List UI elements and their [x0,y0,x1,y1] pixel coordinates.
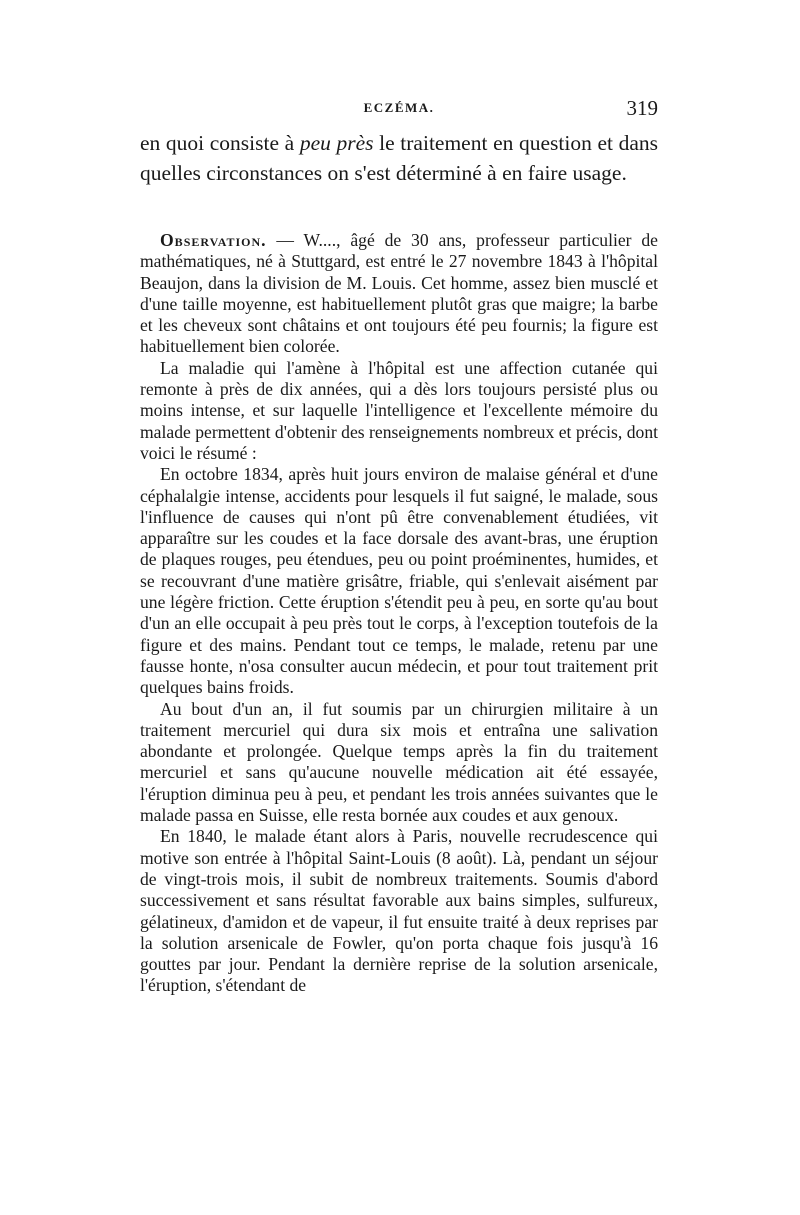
page-body [140,128,658,997]
observation-paragraph-3: En octobre 1834, après huit jours environ de malaise général et d'une céphalalgie intense, accidents pour lesquels il fut saigné, le malade, sous l'influence de causes qui n'ont pû être convenablement étudiées, vit apparaître sur les coudes et la face dorsale des avant-bras, une éruption de plaques rouges, peu étendues, peu ou point proéminentes, humides, et se recouvrant d'une matière grisâtre, friable, qui s'enlevait aisément par une légère friction. Cette éruption s'étendit peu à peu, en sorte qu'au bout d'un an elle occupait à peu près tout le corps, à l'exception toutefois de la figure et des mains. Pendant tout ce temps, le malade, retenu par une fausse honte, n'osa consulter aucun médecin, et pour tout traitement prit quelques bains froids. [140,464,658,698]
intro-text-after: le traitement en question et dans quelles circonstances on s'est déterminé à en faire usage. [140,131,659,185]
observation-section [140,230,658,997]
running-title: ECZÉMA. [363,100,435,115]
page-header [140,96,658,126]
observation-paragraph-1 [140,230,658,358]
intro-paragraph [140,128,658,188]
page-number: 319 [626,96,658,120]
observation-paragraph-5: En 1840, le malade étant alors à Paris, nouvelle recrudescence qui motive son entrée à l'hôpital Saint-Louis (8 août). Là, pendant un séjour de vingt-trois mois, il subit de nombreux traitements. Soumis d'abord successivement et sans résultat favorable aux bains simples, sulfureux, gélatineux, d'amidon et de vapeur, il fut ensuite traité à deux reprises par la solution arsenicale de Fowler, qu'on porta chaque fois jusqu'à 16 gouttes par jour. Pendant la dernière reprise de la solution arsenicale, l'éruption, s'étendant de [140,826,658,996]
intro-emphasis: peu près [299,131,374,155]
observation-paragraph-4: Au bout d'un an, il fut soumis par un chirurgien militaire à un traitement mercuriel qui dura six mois et entraîna une salivation abondante et prolongée. Quelque temps après la fin du traitement mercuriel et sans qu'aucune nouvelle médication ait été essayée, l'éruption diminua peu à peu, et pendant les trois années suivantes que le malade passa en Suisse, elle resta bornée aux coudes et aux genoux. [140,698,658,826]
observation-paragraph-2: La maladie qui l'amène à l'hôpital est une affection cutanée qui remonte à près de dix années, qui a dès lors toujours persisté plus ou moins intense, et sur laquelle l'intelligence et l'excellente mémoire du malade permettent d'obtenir des renseignements nombreux et précis, dont voici le résumé : [140,357,658,463]
observation-paragraph-1-text: — W...., âgé de 30 ans, professeur particulier de mathématiques, né à Stuttgard, est entré le 27 novembre 1843 à l'hôpital Beaujon, dans la division de M. Louis. Cet homme, assez bien musclé et d'une taille moyenne, est habituellement plutôt gras que maigre; la barbe et les cheveux sont châtains et ont toujours été peu fournis; la figure est habituellement bien colorée. [140,230,658,357]
observation-label: Observation. [160,230,267,250]
intro-text-before: en quoi consiste à [140,131,300,155]
